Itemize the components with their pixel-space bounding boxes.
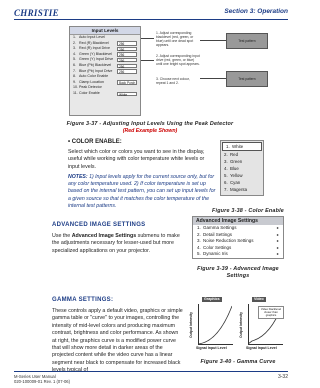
graphics-y-axis-label: Output Intensity xyxy=(189,312,193,338)
video-blacklevel-note xyxy=(258,306,284,319)
item-label: Red xyxy=(230,152,239,157)
color-enable-list xyxy=(221,142,263,193)
arrow-to-pattern-2 xyxy=(200,78,226,79)
gamma-curve-figure xyxy=(186,296,290,358)
item-number: 3. xyxy=(73,46,76,51)
item-label: Cyan xyxy=(230,180,241,185)
footer-manual-info xyxy=(14,374,70,384)
test-pattern-image-2: Test pattern xyxy=(226,71,268,87)
adv-body-post: submenu to make the adjustments necessary for lesser-used but more specialized applications on your projector. xyxy=(52,233,180,254)
color-enable-item xyxy=(221,165,263,172)
callout-blacklevel: 1. Adjust corresponding blacklevel (red, green, or blue) until one dead spot appears. xyxy=(156,31,194,47)
input-level-value: 256 xyxy=(117,41,137,45)
item-number: 5. xyxy=(224,173,228,178)
item-number: 7. xyxy=(224,187,228,192)
adv-body-pre: Use the xyxy=(52,233,72,239)
input-level-value: White xyxy=(117,92,137,96)
item-label: Detail Settings xyxy=(203,231,233,237)
item-number: 9. xyxy=(73,79,76,84)
submenu-arrow-icon: ▸ xyxy=(276,238,279,244)
video-y-axis-label: Output Intensity xyxy=(239,312,243,338)
input-level-row xyxy=(70,91,140,97)
item-number: 5. xyxy=(73,57,76,62)
figure-3-38-caption: Figure 3-38 - Color Enable xyxy=(212,208,284,214)
gamma-settings-heading: GAMMA SETTINGS: xyxy=(52,297,114,303)
advanced-menu-item xyxy=(193,225,283,232)
gamma-settings-body: These controls apply a default video, graphics or simple gamma table or "curve" to your images, controlling the intensity of mid-level colors and producing maximum contrast, brightness and color performance. As shown at right, the graphics curve is a modified power curve that will show more detail in darker areas of the projected content while the video curve has a linear segment near black to compensate for increased black xyxy=(52,308,183,366)
input-levels-title: Input Levels xyxy=(70,27,140,35)
color-enable-item xyxy=(222,142,262,151)
input-levels-list xyxy=(70,35,140,97)
input-level-value: Back Porch xyxy=(119,81,136,86)
color-enable-menu xyxy=(220,140,264,196)
page-number: 3-32 xyxy=(277,374,288,380)
color-enable-item xyxy=(221,158,263,165)
color-enable-item xyxy=(221,151,263,158)
header-rule xyxy=(14,19,288,20)
item-number: 3. xyxy=(224,159,228,164)
section-title: Section 3: Operation xyxy=(224,8,288,15)
figure-3-39-caption-line2: Settings xyxy=(226,273,250,279)
item-label: Color Enable xyxy=(79,90,100,95)
item-number: 3. xyxy=(197,238,201,244)
arrow-to-pattern-1 xyxy=(200,40,226,41)
advanced-image-settings-heading: ADVANCED IMAGE SETTINGS xyxy=(52,222,146,228)
footer-manual-rev: 020-100009-01 Rev. 1 (07-06) xyxy=(14,379,71,384)
graphics-gamma-curve xyxy=(198,304,232,344)
item-label: Noise Reduction Settings xyxy=(203,238,254,244)
input-level-value: 256 xyxy=(117,47,137,51)
footer-rule xyxy=(14,371,288,372)
item-label: Gamma Settings xyxy=(203,225,237,230)
figure-3-37-subcaption: (Red Example Shown) xyxy=(122,128,178,134)
input-level-value: 256 xyxy=(117,64,137,68)
notes-label: NOTES: xyxy=(68,174,88,180)
item-label: Red (R) Blacklevel xyxy=(79,40,109,45)
advanced-menu-title: Advanced Image Settings xyxy=(193,217,283,225)
graphics-x-axis-label: Signal Input Level xyxy=(196,346,227,350)
color-enable-item xyxy=(221,172,263,179)
christie-logo: CHRISTIE xyxy=(14,8,59,18)
item-number: 4. xyxy=(224,166,228,171)
item-number: 2. xyxy=(73,40,76,45)
item-number: 11. xyxy=(73,90,78,95)
callout-next-colour: 3. Choose next colour, repeat 1 and 2. xyxy=(156,77,190,85)
note-line-2: closer than xyxy=(264,309,278,314)
graphics-graph-tab: Graphics xyxy=(204,297,220,301)
item-label: Color Settings xyxy=(203,244,232,250)
item-number: 6. xyxy=(224,180,228,185)
submenu-arrow-icon: ▸ xyxy=(276,251,279,257)
item-number: 10. xyxy=(73,85,78,90)
item-label: Auto Color Enable xyxy=(79,74,109,79)
item-number: 5. xyxy=(197,251,201,257)
color-enable-item xyxy=(221,179,263,186)
figure-3-37-caption: Figure 3-37 - Adjusting Input Levels Using the Peak Detector xyxy=(66,121,234,127)
submenu-arrow-icon: ▸ xyxy=(276,231,279,237)
note-line-1: Video blacklevel xyxy=(260,306,282,311)
item-number: 7. xyxy=(73,68,76,73)
video-x-axis-label: Signal Input Level xyxy=(246,346,277,350)
item-number: 4. xyxy=(73,51,76,56)
figure-3-40-caption: Figure 3-40 - Gamma Curve xyxy=(200,359,276,365)
item-label: Green (Y) Blacklevel xyxy=(79,51,112,56)
item-label: Red (R) Input Drive xyxy=(79,46,110,51)
advanced-menu-item xyxy=(193,238,283,245)
item-number: 1. xyxy=(197,225,201,230)
submenu-arrow-icon: ▸ xyxy=(276,225,279,230)
adv-body-bold: Advanced Image Settings xyxy=(71,233,137,239)
item-label: Clamp Location xyxy=(79,79,104,84)
item-label: Peak Detector xyxy=(79,85,102,90)
input-level-value: 256 xyxy=(117,52,137,56)
item-label: White xyxy=(232,144,244,149)
color-enable-body: Select which color or colors you want to see in the display, useful while working with color temperature white levels or input levels. xyxy=(68,149,205,170)
color-enable-item xyxy=(221,186,263,193)
item-label: Auto Input Level xyxy=(79,35,105,39)
submenu-arrow-icon: ▸ xyxy=(276,244,279,250)
advanced-image-settings-menu xyxy=(192,216,284,259)
item-number: 2. xyxy=(224,152,228,157)
input-level-value: 256 xyxy=(117,69,137,73)
footer-manual-title: M-Series User Manual xyxy=(14,374,56,379)
callout-line-1 xyxy=(141,38,154,39)
input-level-value: 256 xyxy=(117,58,137,62)
item-label: Dynamic Iris xyxy=(203,251,228,257)
item-label: Green xyxy=(230,159,243,164)
test-pattern-image-1: Test pattern xyxy=(226,33,268,49)
notes-text: 1) Input levels apply for the current source only, but for any color temperature used. 2) If color temperature is set up based on the internal test pattern, you can set up input levels for a given source so that it matches the color temperature of the internal test patterns. xyxy=(68,174,216,209)
item-label: Yellow xyxy=(230,173,243,178)
item-label: Green (Y) Input Drive xyxy=(79,57,114,62)
advanced-image-settings-body xyxy=(52,233,182,255)
item-label: Blue xyxy=(230,166,239,171)
advanced-menu-item xyxy=(193,251,283,258)
item-label: Magenta xyxy=(230,187,248,192)
item-number: 1. xyxy=(226,144,230,149)
item-number: 8. xyxy=(73,74,76,79)
note-line-3: graphics xyxy=(265,313,277,318)
figure-3-39-caption-line1: Figure 3-39 - Advanced Image xyxy=(197,266,279,272)
item-label: Blue (Pb) Blacklevel xyxy=(79,62,112,67)
color-enable-notes xyxy=(68,174,216,210)
advanced-menu-item xyxy=(193,245,283,252)
color-enable-heading: • COLOR ENABLE: xyxy=(68,139,122,145)
callout-input-drive: 2. Adjust corresponding input drive (red, green, or blue) until one bright spot appears. xyxy=(156,54,200,66)
callout-line-2 xyxy=(141,60,154,61)
item-number: 2. xyxy=(197,231,201,237)
input-levels-panel xyxy=(69,26,141,116)
advanced-menu-item xyxy=(193,232,283,239)
video-graph-tab: Video xyxy=(254,297,264,301)
advanced-menu-list xyxy=(193,225,283,258)
item-label: Blue (Pb) Input Drive xyxy=(79,68,113,73)
item-number: 4. xyxy=(197,244,201,250)
item-number: 1. xyxy=(73,35,76,39)
item-number: 6. xyxy=(73,62,76,67)
